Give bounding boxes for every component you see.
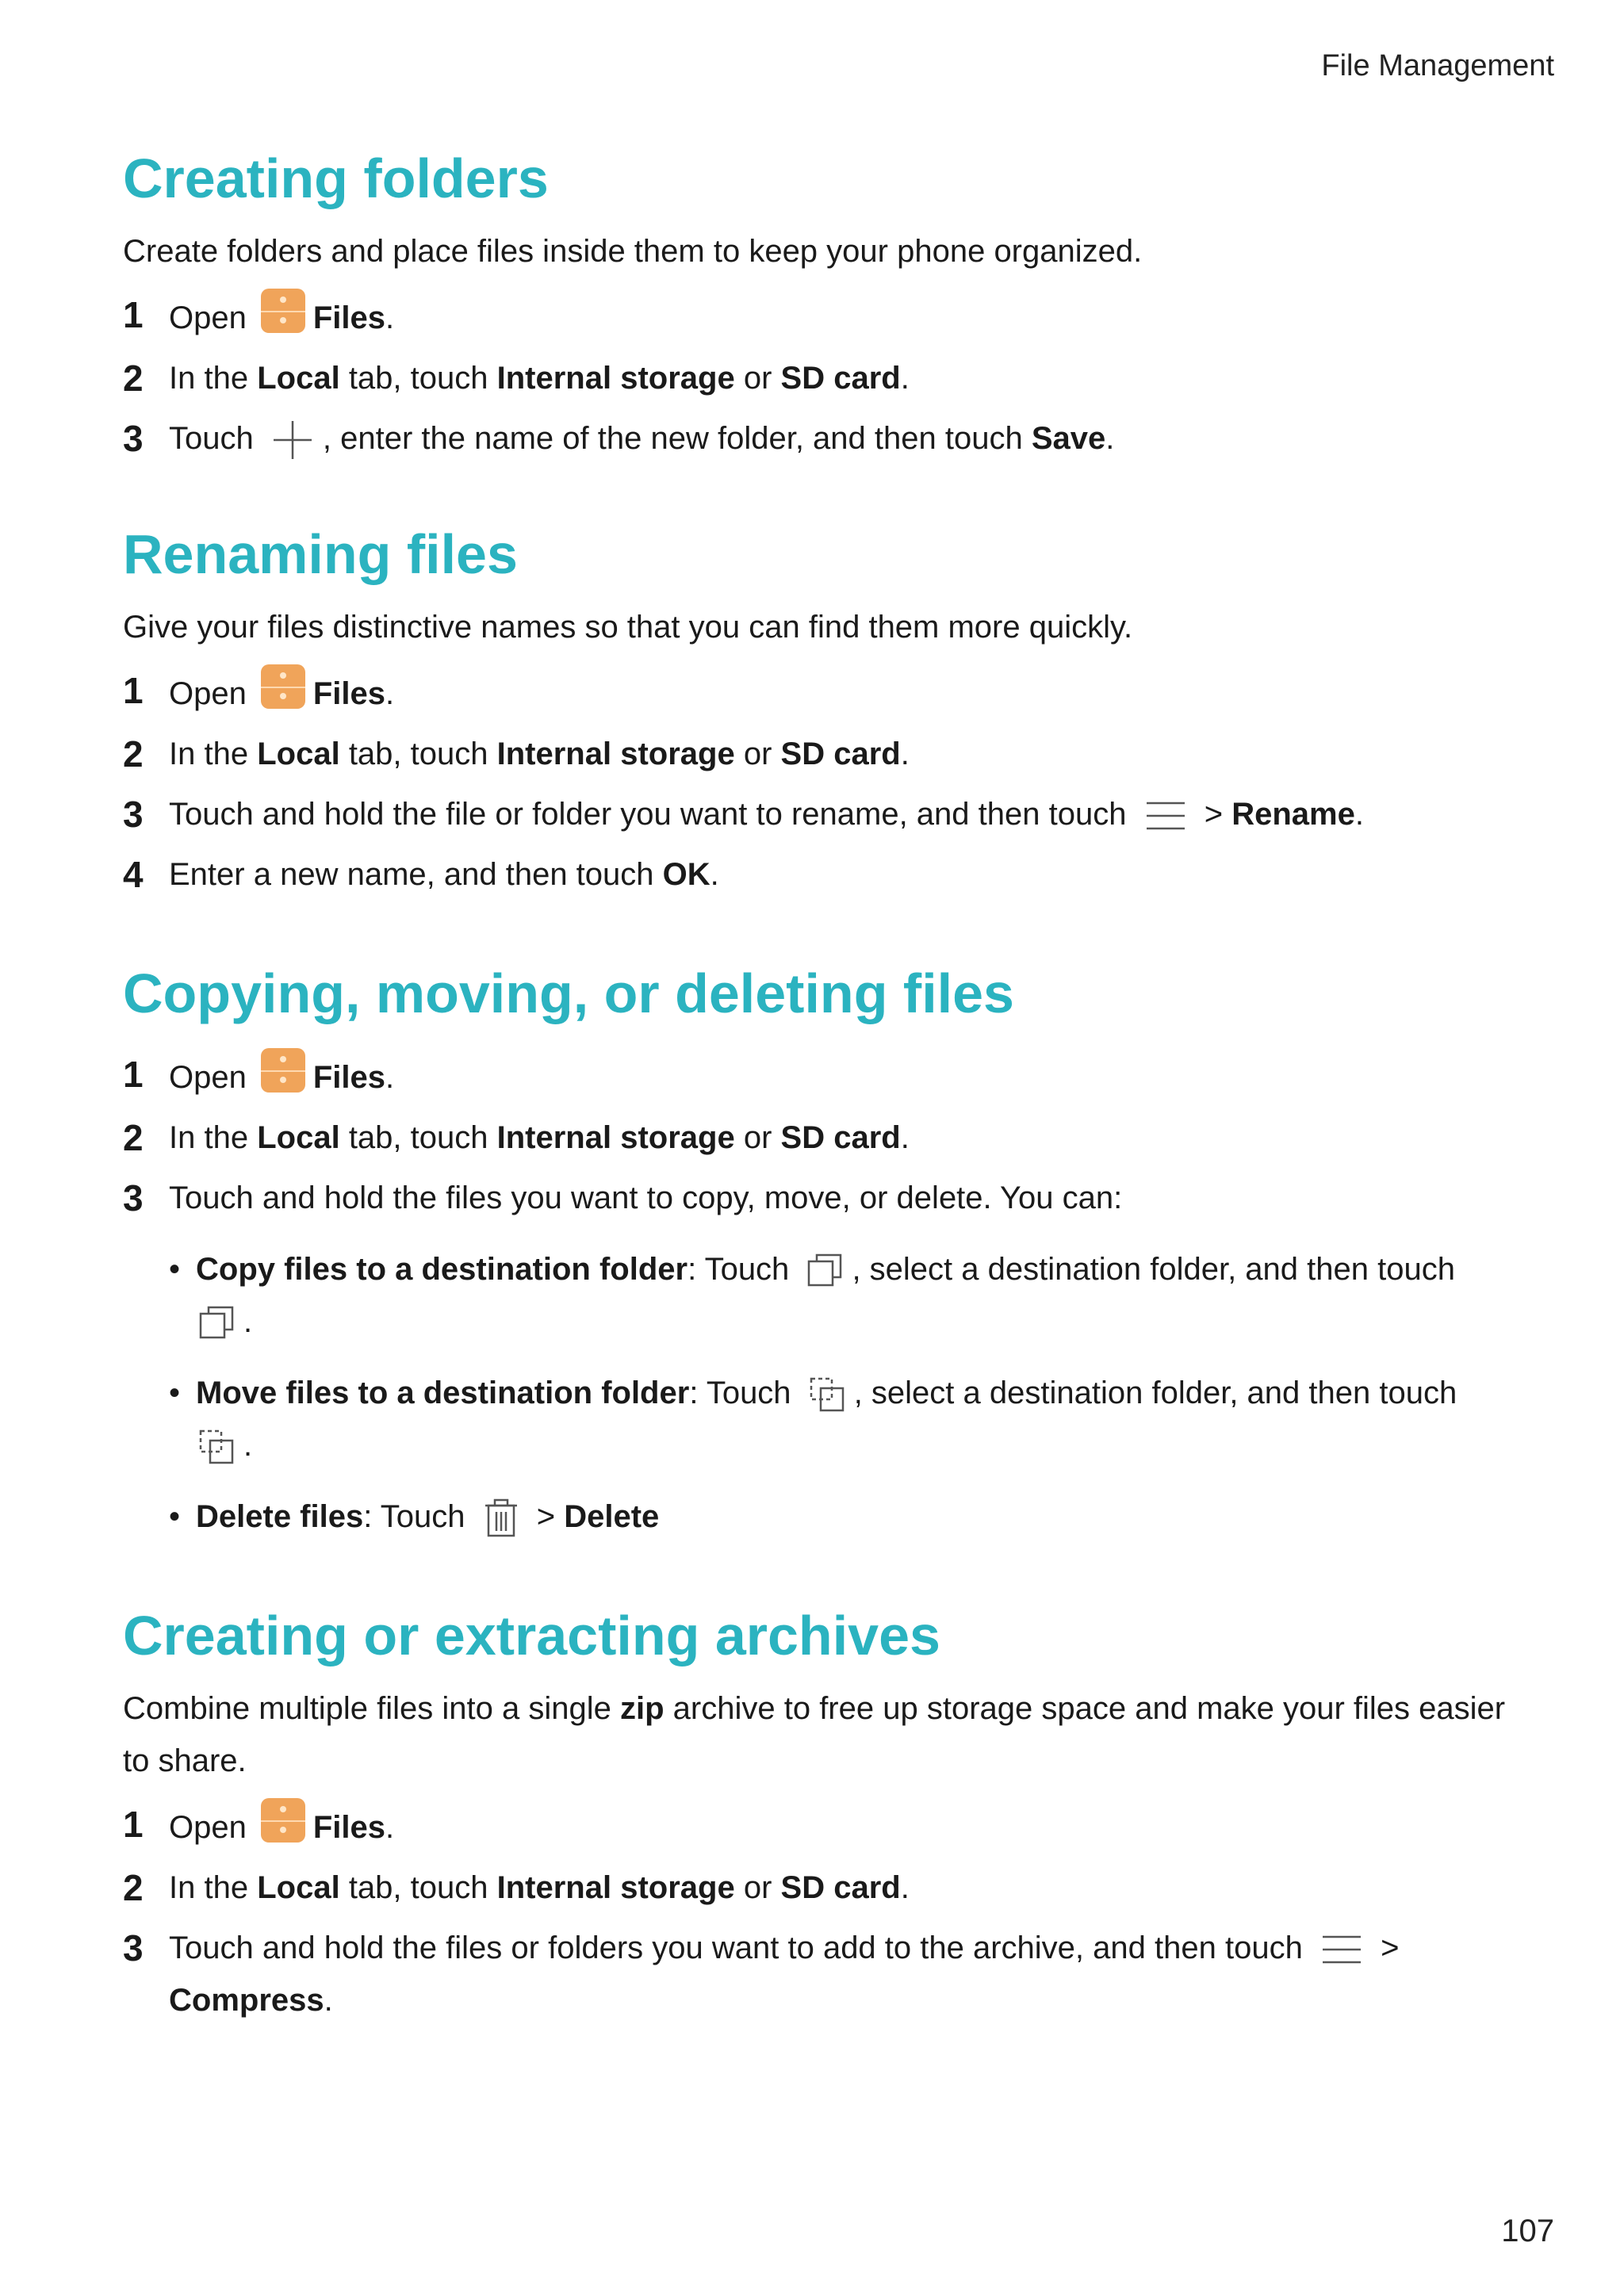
files-icon (261, 1798, 305, 1843)
delete-icon (481, 1496, 522, 1540)
section-intro: Create folders and place files inside them to keep your phone organized. (123, 234, 1143, 269)
step-number: 1 (123, 670, 144, 711)
step-number: 2 (123, 1117, 144, 1158)
section-intro: Combine multiple files into a single zip archive to free up storage space and make your files easier to share. (123, 1691, 1506, 1778)
step-number: 2 (123, 1867, 144, 1908)
step: 2 In the Local tab, touch Internal storage or SD card. (123, 1112, 1519, 1164)
section-title-archives: Creating or extracting archives (123, 1605, 940, 1667)
page-number: 107 (1501, 2214, 1554, 2248)
section-title-creating-folders: Creating folders (123, 147, 549, 209)
plus-icon (269, 416, 316, 464)
step: 3 Touch and hold the file or folder you want to rename, and then touch > Rename. (123, 788, 1519, 840)
files-icon (261, 289, 305, 333)
copy-icon (804, 1250, 845, 1292)
move-icon (196, 1426, 237, 1468)
step: 3 Touch , enter the name of the new folder, and then touch Save. (123, 412, 1519, 465)
section-title-copying-files: Copying, moving, or deleting files (123, 962, 1014, 1024)
step-number: 1 (123, 1054, 144, 1095)
step-number: 4 (123, 854, 144, 895)
step-number: 2 (123, 358, 144, 399)
step: 4 Enter a new name, and then touch OK. (123, 848, 1519, 901)
step: 2 In the Local tab, touch Internal storage or SD card. (123, 728, 1519, 780)
files-icon (261, 1048, 305, 1093)
step-number: 2 (123, 733, 144, 775)
step-number: 3 (123, 1177, 144, 1219)
copy-icon (196, 1303, 237, 1344)
step-number: 3 (123, 418, 144, 459)
step-number: 3 (123, 794, 144, 835)
step-number: 3 (123, 1927, 144, 1969)
menu-icon (1142, 798, 1189, 833)
step: 3 Touch and hold the files or folders you want to add to the archive, and then touch > Compress. (123, 1922, 1519, 2026)
section-title-renaming-files: Renaming files (123, 523, 518, 585)
section-intro: Give your files distinctive names so that you can find them more quickly. (123, 610, 1133, 645)
move-icon (806, 1374, 848, 1415)
step: 1 Open Files. (123, 289, 1519, 344)
step: 1 Open Files. (123, 1798, 1519, 1854)
files-icon (261, 664, 305, 709)
page-header: File Management (1321, 49, 1554, 82)
bullet-delete: • Delete files: Touch > Delete (123, 1490, 1519, 1543)
bullet-move: • Move files to a destination folder: Touch , select a destination folder, and then touch . (123, 1367, 1519, 1471)
step: 2 In the Local tab, touch Internal storage or SD card. (123, 352, 1519, 404)
menu-icon (1318, 1932, 1365, 1967)
step-number: 1 (123, 1804, 144, 1845)
bullet-copy: • Copy files to a destination folder: Touch , select a destination folder, and then touch . (123, 1243, 1519, 1348)
step: 1 Open Files. (123, 1048, 1519, 1104)
step: 3 Touch and hold the files you want to copy, move, or delete. You can: (123, 1172, 1519, 1224)
step-number: 1 (123, 294, 144, 335)
page-content (123, 143, 1519, 2034)
step: 1 Open Files. (123, 664, 1519, 720)
step: 2 In the Local tab, touch Internal storage or SD card. (123, 1862, 1519, 1914)
